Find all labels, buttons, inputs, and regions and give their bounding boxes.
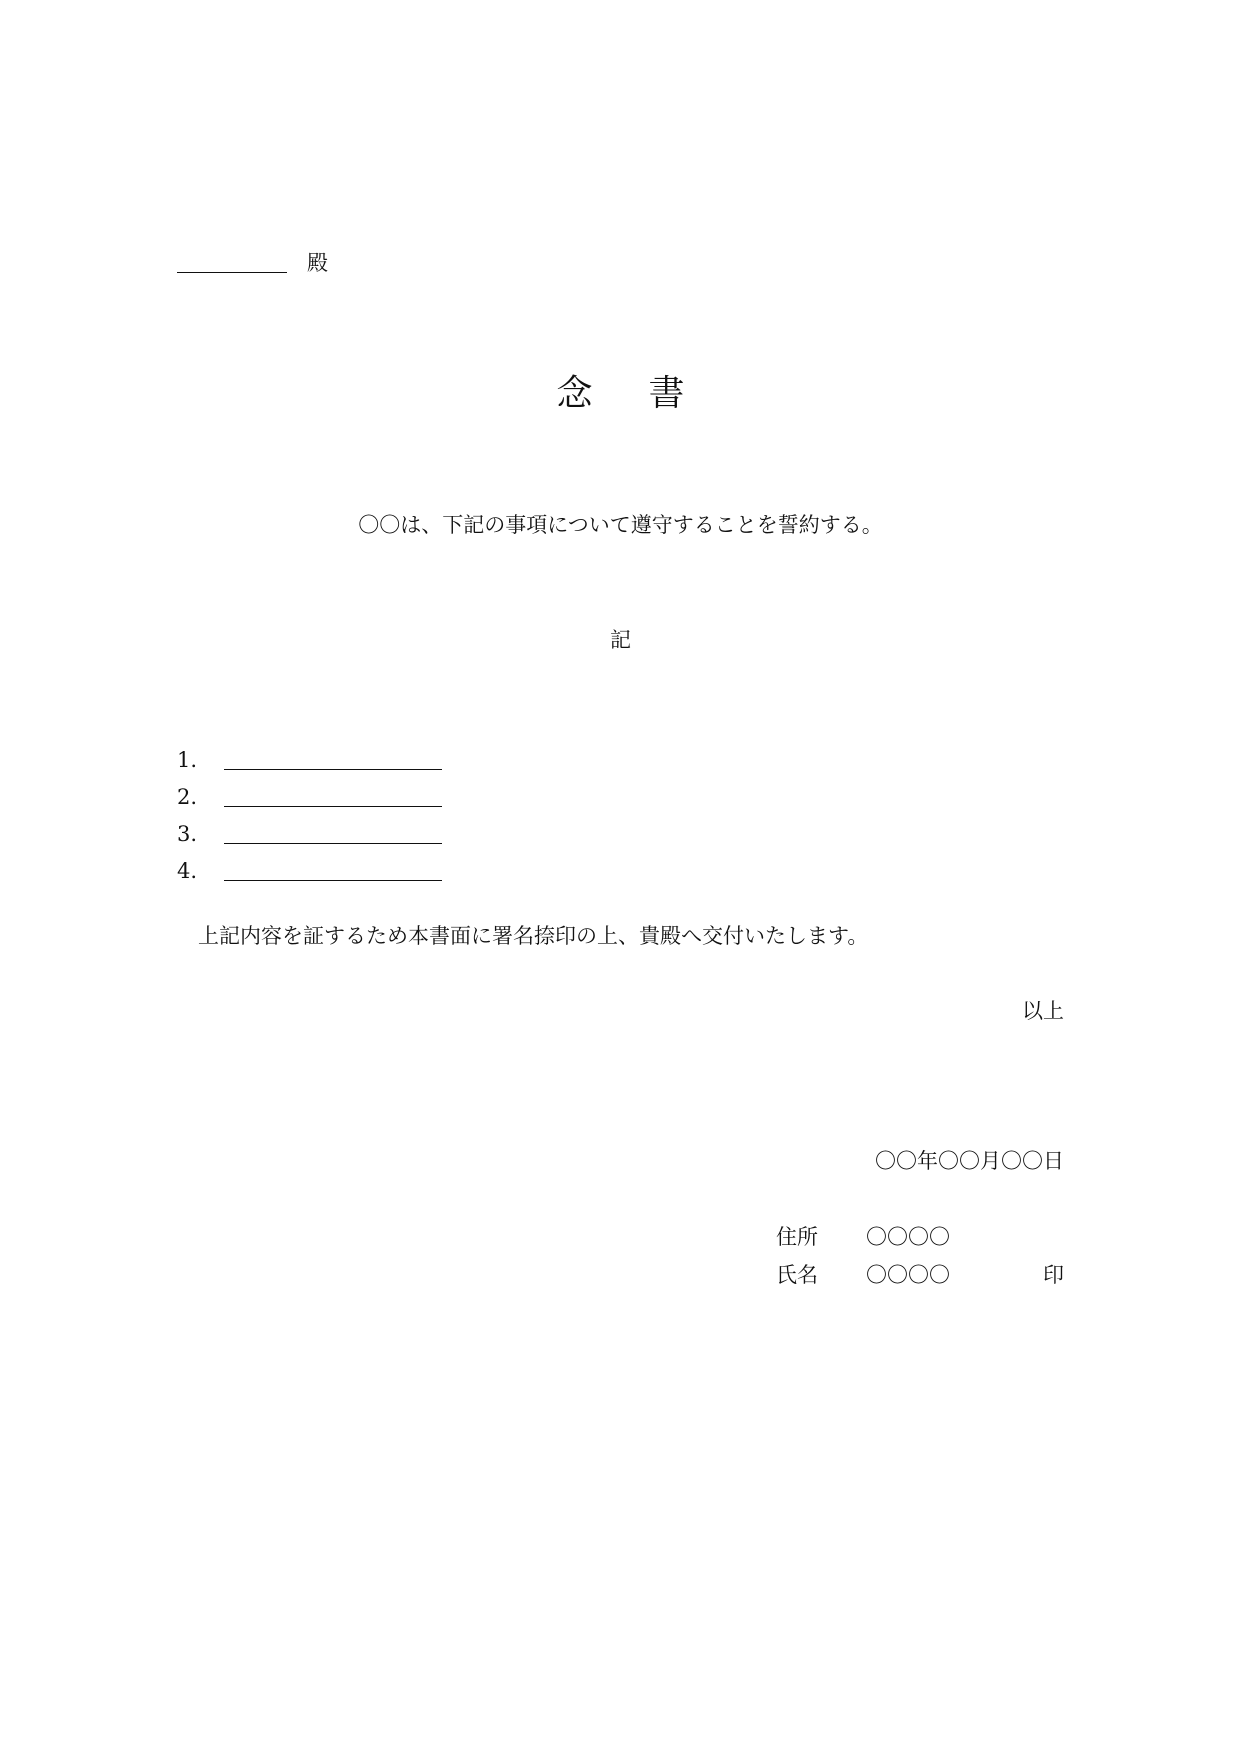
item-blank-line — [224, 769, 442, 770]
signature-name-row — [776, 1260, 1064, 1290]
addressee-blank-line — [177, 272, 287, 273]
document-date: 〇〇年〇〇月〇〇日 — [875, 1149, 1064, 1173]
item-number: 3. — [177, 822, 198, 846]
item-blank-line — [224, 843, 442, 844]
list-item — [177, 738, 477, 775]
item-number: 4. — [177, 859, 198, 883]
item-blank-line — [224, 880, 442, 881]
document-title: 念書 — [556, 373, 741, 414]
pledge-item-list — [177, 738, 477, 886]
closing-sentence: 上記内容を証するため本書面に署名捺印の上、貴殿へ交付いたします。 — [198, 924, 869, 948]
item-number: 2. — [177, 785, 198, 809]
list-item — [177, 812, 477, 849]
pledge-statement: 〇〇は、下記の事項について遵守することを誓約する。 — [358, 513, 883, 537]
list-item — [177, 849, 477, 886]
ijou-end-mark: 以上 — [1022, 999, 1064, 1023]
addressee-honorific: 殿 — [307, 251, 328, 275]
address-label: 住所 — [776, 1225, 818, 1249]
item-number: 1. — [177, 748, 198, 772]
name-label: 氏名 — [776, 1263, 818, 1287]
signature-address-row — [776, 1222, 1064, 1252]
item-blank-line — [224, 806, 442, 807]
list-item — [177, 775, 477, 812]
seal-mark: 印 — [1043, 1263, 1064, 1287]
address-value: 〇〇〇〇 — [866, 1225, 950, 1249]
name-value: 〇〇〇〇 — [866, 1263, 950, 1287]
ki-heading: 記 — [610, 628, 631, 652]
